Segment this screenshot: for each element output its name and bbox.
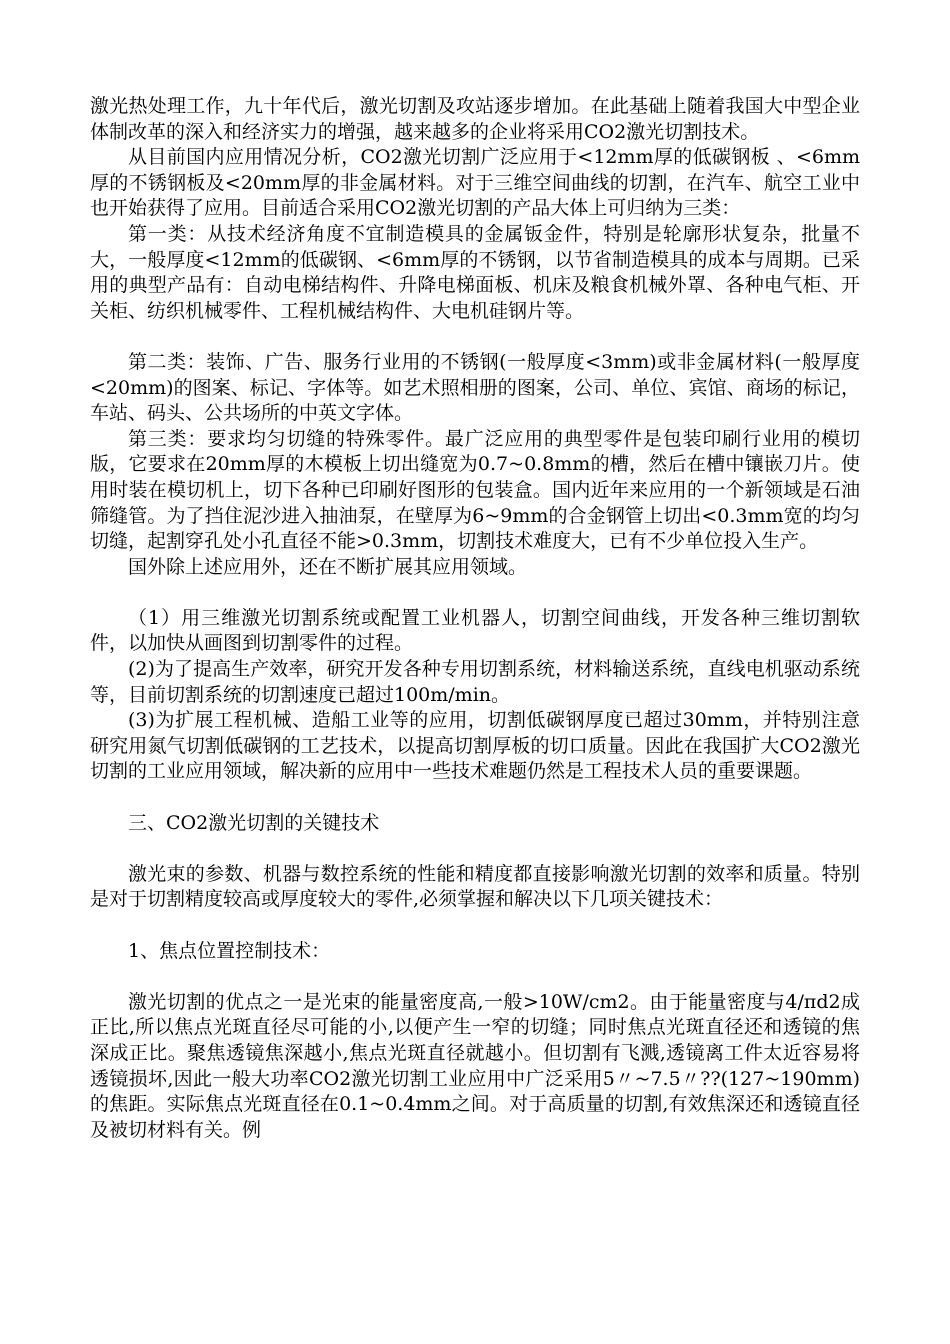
paragraph-gap xyxy=(90,580,860,606)
paragraph-category-three: 第三类：要求均匀切缝的特殊零件。最广泛应用的典型零件是包装印刷行业用的模切版，它要求在20mm厚的木模板上切出缝宽为0.7~0.8mm的槽，然后在槽中镶嵌刀片。使用时装在模切机上，切下各种已印刷好图形的包装盒。国内近年来应用的一个新领域是石油筛缝管。为了挡住泥沙进入抽油泵，在壁厚为6~9mm的合金钢管上切出<0.3mm宽的均匀切缝，起割穿孔处小孔直径不能>0.3mm，切割技术难度大，已有不少单位投入生产。 xyxy=(90,427,860,553)
document-page xyxy=(90,94,860,1143)
paragraph-category-one: 第一类：从技术经济角度不宜制造模具的金属钣金件，特别是轮廓形状复杂，批量不大，一般厚度<12mm的低碳钢、<6mm厚的不锈钢，以节省制造模具的成本与周期。已采用的典型产品有：自动电梯结构件、升降电梯面板、机床及粮食机械外罩、各种电气柜、开关柜、纺织机械零件、工程机械结构件、大电机硅钢片等。 xyxy=(90,222,860,322)
paragraph-category-two: 第二类：装饰、广告、服务行业用的不锈钢(一般厚度<3mm)或非金属材料(一般厚度<20mm)的图案、标记、字体等。如艺术照相册的图案，公司、单位、宾馆、商场的标记，车站、码头、公共场所的中英文字体。 xyxy=(90,350,860,425)
paragraph-key-tech-intro: 激光束的参数、机器与数控系统的性能和精度都直接影响激光切割的效率和质量。特别是对于切割精度较高或厚度较大的零件,必须掌握和解决以下几项关键技术： xyxy=(90,862,860,911)
paragraph-item-3: (3)为扩展工程机械、造船工业等的应用，切割低碳钢厚度已超过30mm，并特别注意研究用氮气切割低碳钢的工艺技术，以提高切割厚板的切口质量。因此在我国扩大CO2激光切割的工业应用领域，解决新的应用中一些技术难题仍然是工程技术人员的重要课题。 xyxy=(90,709,860,783)
paragraph-item-2: (2)为了提高生产效率，研究开发各种专用切割系统，材料输送系统，直线电机驱动系统等，目前切割系统的切割速度已超过100m/min。 xyxy=(90,658,860,706)
paragraph-domestic-applications: 从目前国内应用情况分析，CO2激光切割广泛应用于<12mm厚的低碳钢板 、<6mm厚的不锈钢板及<20mm厚的非金属材料。对于三维空间曲线的切割，在汽车、航空工业中也开始获得了应用。目前适合采用CO2激光切割的产品大体上可归纳为三类： xyxy=(90,146,860,220)
paragraph-intro-continued: 激光热处理工作，九十年代后，激光切割及攻站逐步增加。在此基础上随着我国大中型企业体制改革的深入和经济实力的增强，越来越多的企业将采用CO2激光切割技术。 xyxy=(90,95,860,143)
paragraph-foreign-applications: 国外除上述应用外，还在不断扩展其应用领域。 xyxy=(128,555,528,578)
paragraph-gap xyxy=(90,964,860,990)
paragraph-gap xyxy=(90,785,860,811)
paragraph-focus-details: 激光切割的优点之一是光束的能量密度高,一般>10W/cm2。由于能量密度与4/πd2成正比,所以焦点光斑直径尽可能的小,以便产生一窄的切缝；同时焦点光斑直径还和透镜的焦深成正比。聚焦透镜焦深越小,焦点光斑直径就越小。但切割有飞溅,透镜离工件太近容易将透镜损坏,因此一般大功率CO2激光切割工业应用中广泛采用5〃~7.5〃??(127~190mm)的焦距。实际焦点光斑直径在0.1~0.4mm之间。对于高质量的切割,有效焦深还和透镜直径及被切材料有关。例 xyxy=(90,990,860,1141)
paragraph-item-1: （1）用三维激光切割系统或配置工业机器人，切割空间曲线，开发各种三维切割软件，以加快从画图到切割零件的过程。 xyxy=(90,606,860,655)
paragraph-gap xyxy=(90,836,860,862)
section-heading-key-technologies: 三、CO2激光切割的关键技术 xyxy=(128,811,380,834)
paragraph-gap xyxy=(90,913,860,939)
subsection-heading-focus-control: 1、焦点位置控制技术： xyxy=(128,939,331,962)
paragraph-gap xyxy=(90,324,860,350)
